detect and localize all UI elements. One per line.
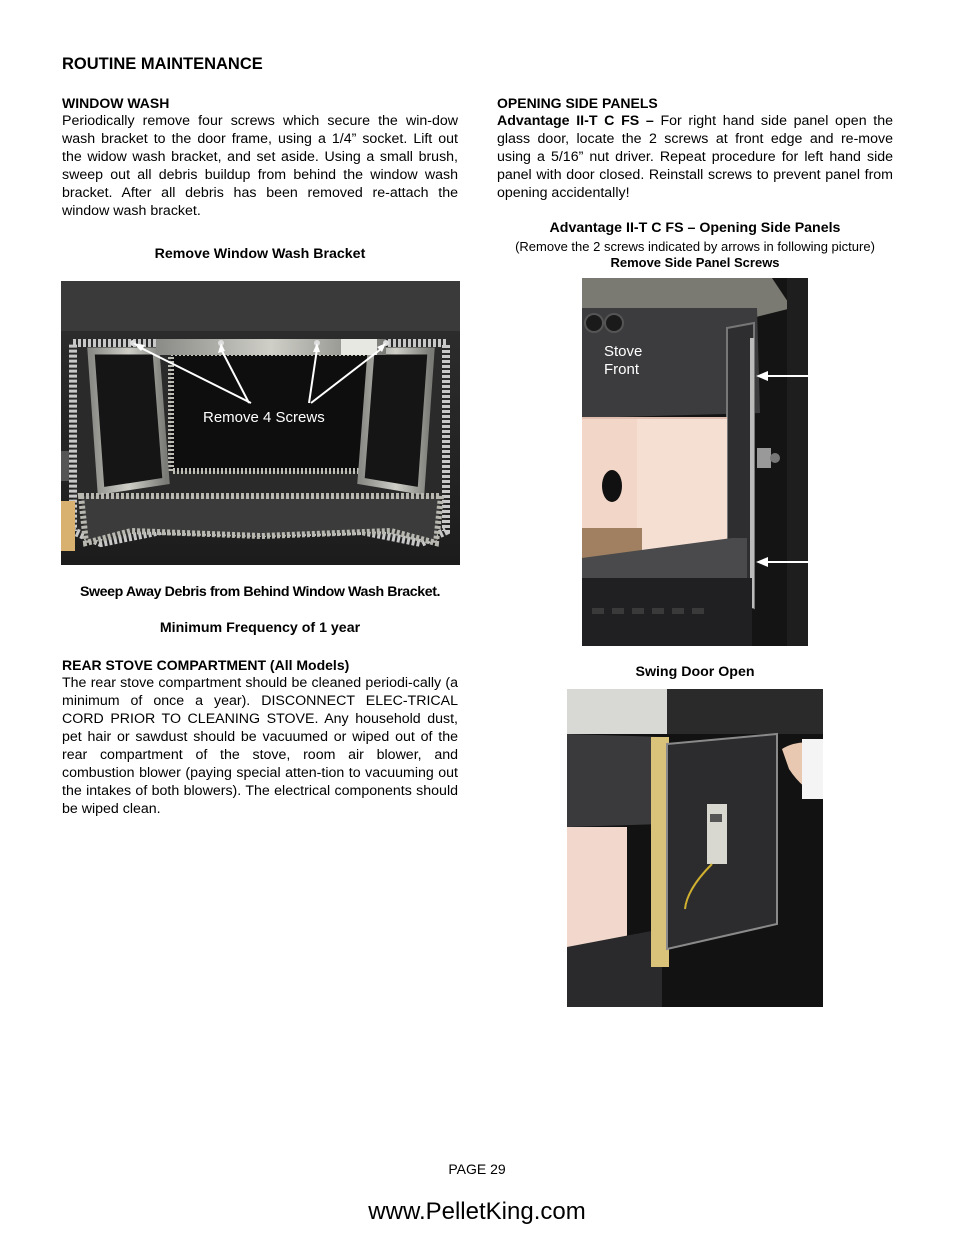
side-panels-figure-caption: Remove Side Panel Screws — [610, 255, 780, 270]
window-wash-body: Periodically remove four screws which secure the win-dow wash bracket to the door frame, using a 1/4” socket. Lift out the widow wash bracket, and set aside. Using a small brush, sweep out all debris buildup from behind the window wash bracket. After all debris has been removed re-attach the window wash bracket. — [62, 113, 458, 219]
sweep-caption: Sweep Away Debris from Behind Window Wash Bracket. — [79, 584, 441, 600]
page-number: PAGE 29 — [448, 1161, 506, 1177]
stove-front-label-line1: Stove — [604, 343, 643, 360]
page-title: ROUTINE MAINTENANCE — [62, 55, 263, 73]
stove-front-label-line2: Front — [604, 361, 640, 378]
frequency-note: Minimum Frequency of 1 year — [159, 620, 361, 636]
side-panels-lead: Advantage II-T C FS – — [497, 113, 654, 129]
rear-compartment-body: The rear stove compartment should be cleaned periodi-cally (a minimum of once a year). DISCONNECT ELEC-TRICAL CORD PRIOR TO CLEANING STOVE. Any household dust, pet hair or sawdust should be vacuumed or wiped out of the rear compartment of the stove, room air blower, and combustion blower (paying special atten-tion to vacuuming out the intakes of both blowers). The electrical components should be wiped clean. — [62, 675, 458, 817]
side-panels-body — [497, 112, 893, 202]
side-panels-figure-title: Advantage II-T C FS – Opening Side Panels — [549, 220, 841, 236]
right-column — [497, 94, 893, 202]
side-panels-text: For right hand side panel open the glass door, locate the 2 screws at front edge and re-move using a 5/16” nut driver. Repeat procedure for left hand side panel with door closed. Reinstall screws to prevent panel from opening accidentally! — [497, 113, 893, 201]
swing-door-caption: Swing Door Open — [635, 664, 755, 680]
window-wash-bracket-image — [61, 281, 460, 565]
window-wash-photo — [61, 281, 460, 565]
left-column — [62, 94, 458, 220]
side-panel-screws-image — [582, 278, 808, 646]
side-panels-heading: OPENING SIDE PANELS — [497, 95, 658, 111]
window-wash-photo-label: Remove 4 Screws — [203, 409, 325, 426]
swing-door-photo — [567, 689, 823, 1007]
side-panel-photo — [582, 278, 808, 646]
website-url: www.PelletKing.com — [368, 1198, 586, 1225]
rear-compartment-section — [62, 656, 458, 818]
window-wash-photo-caption: Remove Window Wash Bracket — [154, 246, 366, 262]
swing-door-open-image — [567, 689, 823, 1007]
window-wash-heading: WINDOW WASH — [62, 95, 170, 111]
side-panels-figure-note: (Remove the 2 screws indicated by arrows in following picture) — [515, 239, 875, 254]
rear-compartment-heading: REAR STOVE COMPARTMENT (All Models) — [62, 657, 350, 673]
